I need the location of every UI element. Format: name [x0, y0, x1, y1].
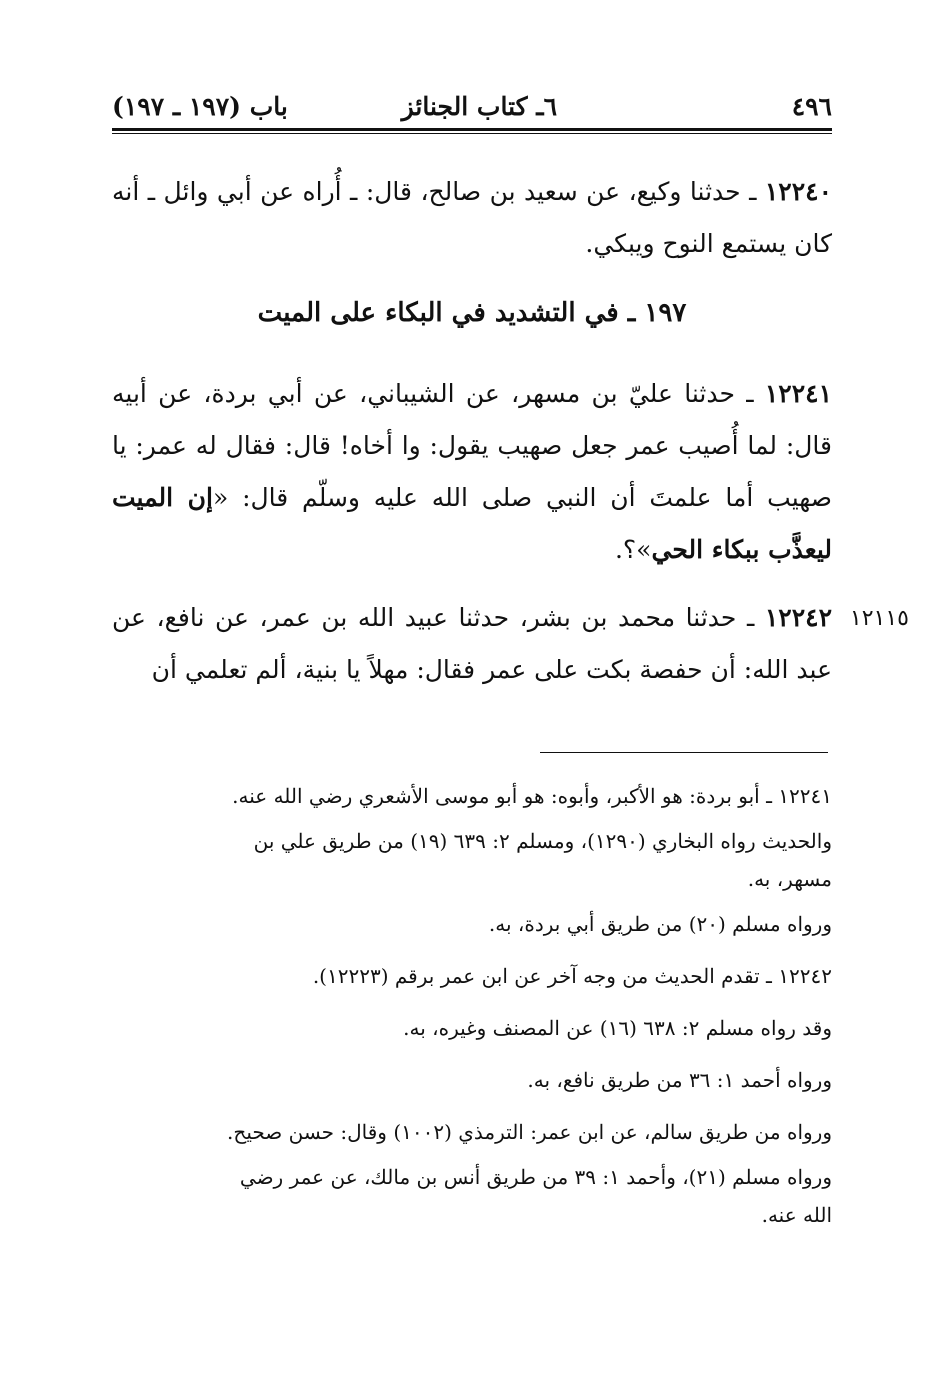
footnotes — [112, 770, 832, 1234]
footnote-line-part: والحديث رواه البخاري (١٢٩٠)، ومسلم ٢: ٦٣٩ (١٩) من طريق علي بن — [253, 829, 832, 853]
footnote-line: ١٢٢٤٢ ـ تقدم الحديث من وجه آخر عن ابن عمر برقم (١٢٢٢٣). — [312, 964, 832, 988]
footnote-line-part: مسهر، به. — [747, 867, 832, 891]
footnote-line — [112, 822, 832, 898]
chapter-heading: ١٩٧ ـ في التشديد في البكاء على الميت — [257, 298, 687, 328]
hadith-12241 — [112, 368, 832, 576]
footnote-separator — [540, 752, 828, 753]
hadith-number: ١٢٢٤١ — [764, 379, 832, 408]
header-rule-thin — [112, 133, 832, 134]
hadith-number: ١٢٢٤٠ — [764, 177, 832, 206]
book-title: ٦ـ كتاب الجنائز — [401, 92, 557, 121]
hadith-text: ـ حدثنا عليّ بن مسهر، عن الشيباني، عن أبي بردة، عن أبيه قال: لما أُصيب عمر جعل صهيب يقول: وا أخاه! قال: فقال له عمر: يا صهيب أما علمتَ أن النبي صلى الله عليه وسلّم قال: « — [112, 379, 832, 512]
footnote-line: ورواه مسلم (٢٠) من طريق أبي بردة، به. — [488, 912, 832, 936]
footnote-line-part: الله عنه. — [761, 1203, 832, 1227]
hadith-text: ـ حدثنا وكيع، عن سعيد بن صالح، قال: ـ أُراه عن أبي وائل ـ أنه كان يستمع النوح ويبكي. — [112, 177, 832, 258]
page-number: ٤٩٦ — [791, 92, 832, 121]
footnote-line: ورواه من طريق سالم، عن ابن عمر: الترمذي (١٠٠٢) وقال: حسن صحيح. — [227, 1120, 832, 1144]
hadith-number: ١٢٢٤٢ — [764, 603, 832, 632]
chapter-reference: باب (١٩٧ ـ ١٩٧) — [112, 92, 288, 121]
footnote-line: ورواه أحمد ١: ٣٦ من طريق نافع، به. — [527, 1068, 832, 1092]
hadith-text: ـ حدثنا محمد بن بشر، حدثنا عبيد الله بن عمر، عن نافع، عن عبد الله: أن حفصة بكت على عمر فقال: مهلاً يا بنية، ألم تعلمي أن — [112, 603, 832, 684]
footnote-line: وقد رواه مسلم ٢: ٦٣٨ (١٦) عن المصنف وغيره، به. — [403, 1016, 832, 1040]
footnote-line-part: ورواه مسلم (٢١)، وأحمد ١: ٣٩ من طريق أنس بن مالك، عن عمر رضي — [239, 1165, 832, 1189]
footnote-line: ١٢٢٤١ ـ أبو بردة: هو الأكبر، وأبوه: هو أبو موسى الأشعري رضي الله عنه. — [232, 784, 832, 808]
hadith-12240 — [112, 166, 832, 270]
page-header — [112, 86, 832, 126]
prophetic-quote: إن الميت ليعذَّب ببكاء الحي — [112, 483, 832, 564]
hadith-12242 — [112, 592, 832, 696]
header-rule — [112, 128, 832, 131]
margin-number: ١٢١١٥ — [849, 606, 909, 631]
hadith-text-end: »؟. — [614, 535, 652, 564]
footnote-line — [112, 1158, 832, 1234]
